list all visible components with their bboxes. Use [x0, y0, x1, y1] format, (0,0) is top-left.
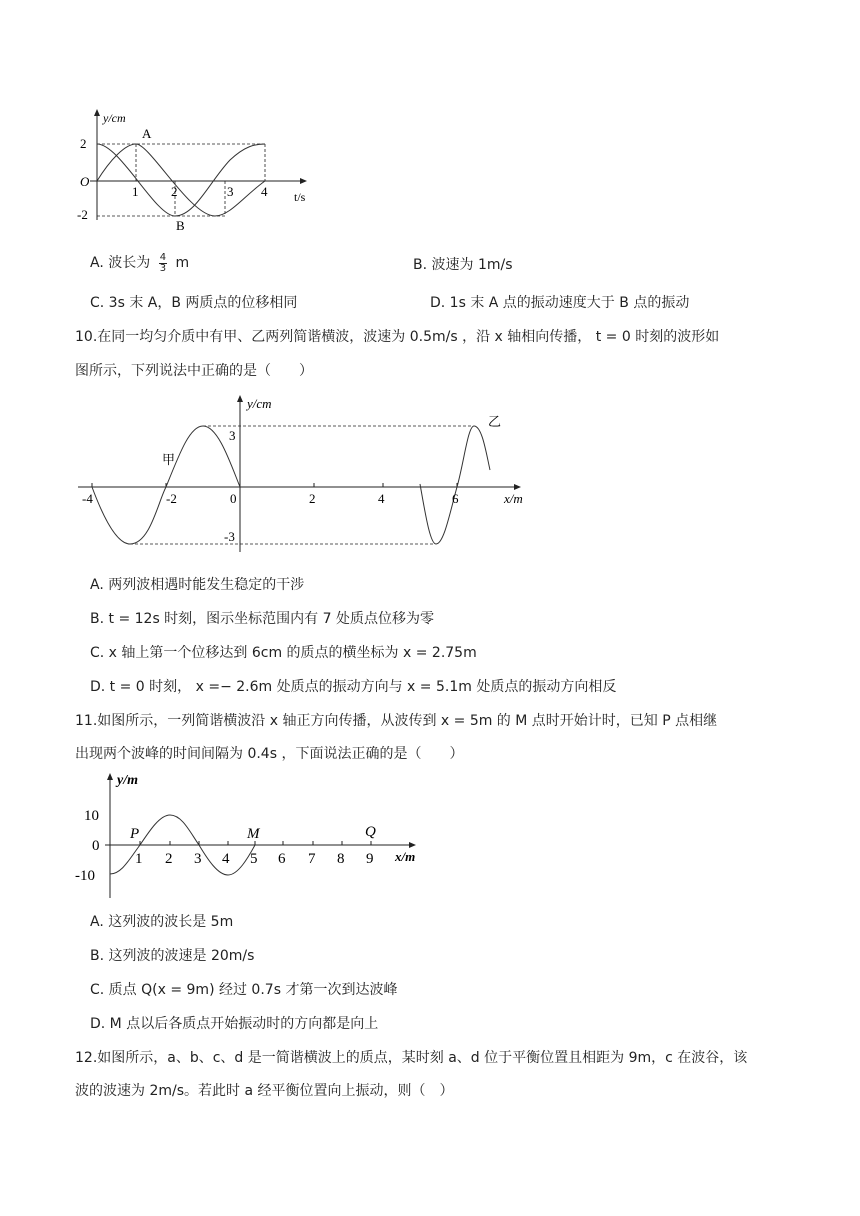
graph9-xtick-4: 4 [261, 184, 268, 199]
graph10-xtick-neg4: -4 [82, 491, 93, 506]
graph9-ylabel: y/cm [103, 111, 126, 125]
graph11-xtick-6: 6 [278, 851, 286, 867]
fraction-denominator: 3 [159, 262, 167, 274]
graph11-ytick-0: 0 [92, 838, 100, 854]
graph11-xtick-9: 9 [366, 851, 374, 867]
graph11-xtick-4: 4 [222, 851, 230, 867]
graph10-label-yi: 乙 [488, 414, 502, 429]
graph11-ytick-neg10: -10 [75, 868, 95, 884]
graph10-xtick-neg2: -2 [166, 491, 177, 506]
q11-option-a: A. 这列波的波长是 5m [90, 914, 234, 930]
graph9-point-b: B [176, 218, 185, 233]
graph11-xtick-7: 7 [308, 851, 316, 867]
q10-option-c: C. x 轴上第一个位移达到 6cm 的质点的横坐标为 x = 2.75m [90, 645, 477, 661]
q11-option-c: C. 质点 Q(x = 9m) 经过 0.7s 才第一次到达波峰 [90, 982, 398, 998]
graph11-xtick-1: 1 [135, 851, 143, 867]
q10-stem-line1: 10.在同一均匀介质中有甲、乙两列简谐横波，波速为 0.5m/s ，沿 x 轴相向传播， t = 0 时刻的波形如 [75, 329, 720, 345]
q10-option-a: A. 两列波相遇时能发生稳定的干涉 [90, 577, 305, 593]
graph10-xtick-0: 0 [230, 491, 237, 506]
graph11-xlabel: x/m [395, 849, 416, 864]
fraction-numerator: 4 [159, 251, 167, 263]
q9-option-a-suffix: m [175, 255, 190, 271]
q12-stem-line1: 12.如图所示，a、b、c、d 是一简谐横波上的质点，某时刻 a、d 位于平衡位置且相距为 9m，c 在波谷，该 [75, 1050, 748, 1066]
graph11-xtick-2: 2 [165, 851, 173, 867]
q9-option-a-prefix: A. 波长为 [90, 255, 151, 271]
q11-stem-line2: 出现两个波峰的时间间隔为 0.4s ，下面说法正确的是（ ） [75, 746, 464, 762]
q10-option-d: D. t = 0 时刻， x =− 2.6m 处质点的振动方向与 x = 5.1m 处质点的振动方向相反 [90, 679, 617, 695]
q10-stem-line2: 图所示，下列说法中正确的是（ ） [75, 363, 313, 379]
q10-option-b: B. t = 12s 时刻，图示坐标范围内有 7 处质点位移为零 [90, 611, 434, 627]
graph10-xtick-6: 6 [452, 491, 459, 506]
q11-option-d: D. M 点以后各质点开始振动时的方向都是向上 [90, 1016, 379, 1032]
graph-q9 [70, 100, 330, 235]
graph-q11 [70, 768, 430, 903]
q9-option-a-fraction [159, 253, 167, 274]
q11-stem-line1: 11.如图所示，一列简谐横波沿 x 轴正方向传播，从波传到 x = 5m 的 M 点时开始计时，已知 P 点相继 [75, 713, 718, 729]
graph9-xtick-3: 3 [227, 184, 234, 199]
graph11-xtick-8: 8 [337, 851, 345, 867]
graph11-xtick-5: 5 [250, 851, 258, 867]
graph11-ytick-10: 10 [84, 808, 99, 824]
graph11-point-m: M [247, 826, 260, 842]
graph11-point-p: P [130, 826, 140, 842]
graph11-xtick-3: 3 [194, 851, 202, 867]
curve-b [97, 144, 265, 216]
graph9-ytick-neg2: -2 [77, 207, 88, 222]
q9-option-a [90, 252, 189, 274]
q9-option-d: D. 1s 末 A 点的振动速度大于 B 点的振动 [430, 295, 690, 311]
graph10-ytick-neg3: -3 [224, 529, 235, 544]
graph9-origin: O [80, 174, 90, 189]
graph11-ylabel: y/m [117, 773, 138, 788]
graph10-xtick-2: 2 [309, 491, 316, 506]
q12-stem-line2: 波的波速为 2m/s。若此时 a 经平衡位置向上振动，则（ ） [75, 1083, 454, 1099]
graph10-ylabel: y/cm [247, 396, 272, 411]
curve-a [97, 144, 265, 216]
graph9-xtick-2: 2 [171, 184, 178, 199]
q9-option-c: C. 3s 末 A，B 两质点的位移相同 [90, 295, 298, 311]
graph10-label-jia: 甲 [162, 452, 176, 467]
graph9-point-a: A [142, 126, 152, 141]
graph11-point-q: Q [365, 824, 376, 840]
graph9-xtick-1: 1 [132, 184, 139, 199]
q11-option-b: B. 这列波的波速是 20m/s [90, 948, 255, 964]
q9-option-b: B. 波速为 1m/s [413, 257, 513, 273]
wave-yi [420, 426, 490, 544]
graph10-ytick-3: 3 [229, 428, 236, 443]
graph9-ytick-2: 2 [80, 136, 87, 151]
graph10-xtick-4: 4 [378, 491, 385, 506]
graph-q10 [70, 392, 540, 560]
graph10-xlabel: x/m [504, 491, 523, 506]
graph9-xlabel: t/s [294, 190, 306, 204]
